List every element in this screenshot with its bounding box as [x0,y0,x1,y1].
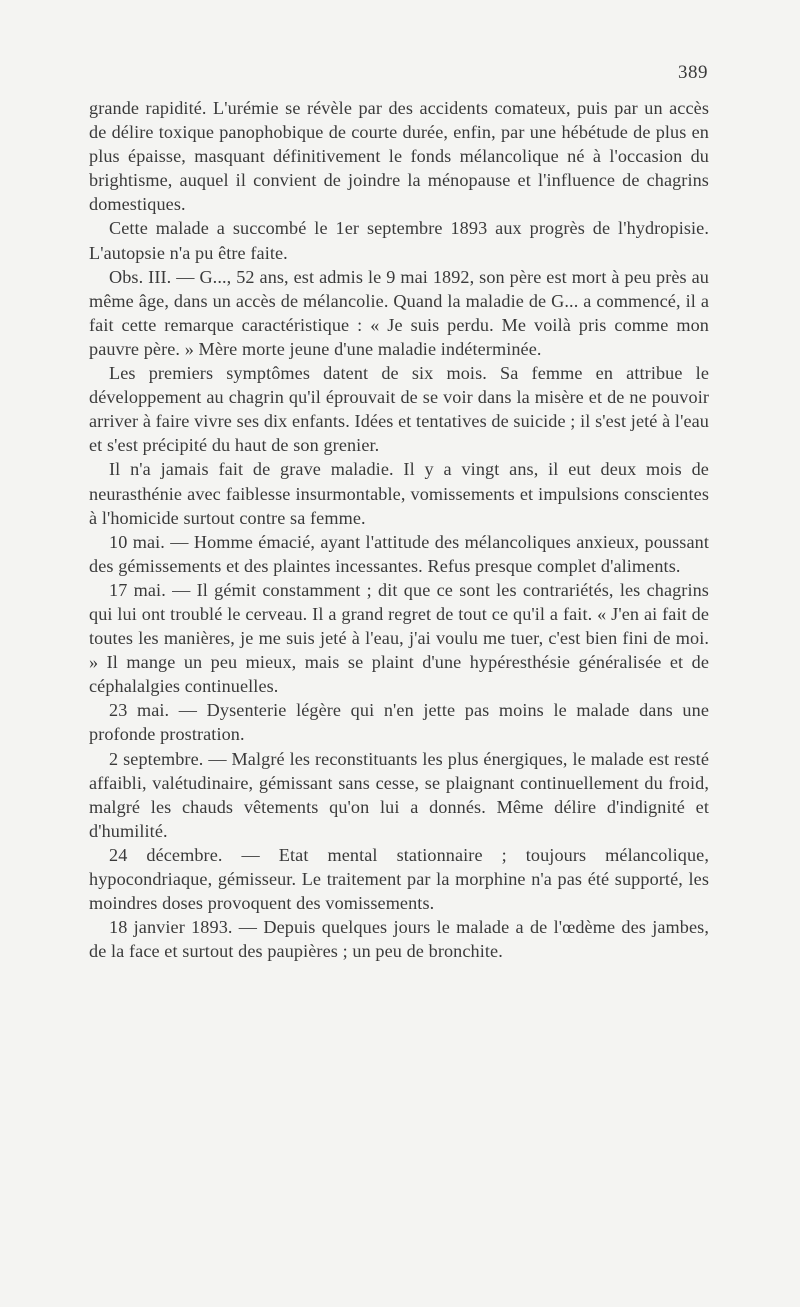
paragraph-10: 24 décembre. — Etat mental stationnaire ; toujours mélancolique, hypocondriaque, gémisseur. Le traitement par la morphine n'a pas été supporté, les moindres doses provoquent des vomissements. [89,844,709,914]
paragraph-3: Obs. III. — G..., 52 ans, est admis le 9 mai 1892, son père est mort à peu près au même âge, dans un accès de mélancolie. Quand la maladie de G... a commencé, il a fait cette remarque caractéristique : « Je suis perdu. Me voilà pris comme mon pauvre père. » Mère morte jeune d'une maladie indéterminée. [89,266,709,359]
body-text [89,96,709,963]
paragraph-9: 2 septembre. — Malgré les reconstituants les plus énergiques, le malade est resté affaibli, valétudinaire, gémissant sans cesse, se plaignant continuellement du froid, malgré les chauds vêtements qu'on lui a donnés. Même délire d'indignité et d'humilité. [89,748,709,841]
paragraph-8: 23 mai. — Dysenterie légère qui n'en jette pas moins le malade dans une profonde prostration. [89,700,709,745]
paragraph-6: 10 mai. — Homme émacié, ayant l'attitude des mélancoliques anxieux, poussant des gémissements et des plaintes incessantes. Refus presque complet d'aliments. [89,531,709,576]
paragraph-4: Les premiers symptômes datent de six mois. Sa femme en attribue le développement au chagrin qu'il éprouvait de se voir dans la misère et de ne pouvoir arriver à faire vivre ses dix enfants. Idées et tentatives de suicide ; il s'est jeté à l'eau et s'est précipité du haut de son grenier. [89,363,709,456]
paragraph-5: Il n'a jamais fait de grave maladie. Il y a vingt ans, il eut deux mois de neurasthénie avec faiblesse insurmontable, vomissements et impulsions conscientes à l'homicide surtout contre sa femme. [89,459,709,528]
paragraph-1: grande rapidité. L'urémie se révèle par des accidents comateux, puis par un accès de délire toxique panophobique de courte durée, enfin, par une hébétude de plus en plus épaisse, masquant définitivement le fonds mélancolique né à l'occasion du brightisme, auquel il convient de joindre la ménopause et l'influence de chagrins domestiques. [89,98,709,215]
paragraph-11: 18 janvier 1893. — Depuis quelques jours le malade a de l'œdème des jambes, de la face et surtout des paupières ; un peu de bronchite. [89,917,709,962]
page-number: 389 [678,62,708,83]
paragraph-7: 17 mai. — Il gémit constamment ; dit que ce sont les contrariétés, les chagrins qui lui ont troublé le cerveau. Il a grand regret de tout ce qu'il a fait. « J'en ai fait de toutes les manières, je me suis jeté à l'eau, j'ai voulu me tuer, c'est bien fini de moi. » Il mange un peu mieux, mais se plaint d'une hypéresthésie généralisée et de céphalalgies continuelles. [89,579,709,697]
paragraph-2: Cette malade a succombé le 1er septembre 1893 aux progrès de l'hydropisie. L'autopsie n'a pu être faite. [89,218,709,263]
